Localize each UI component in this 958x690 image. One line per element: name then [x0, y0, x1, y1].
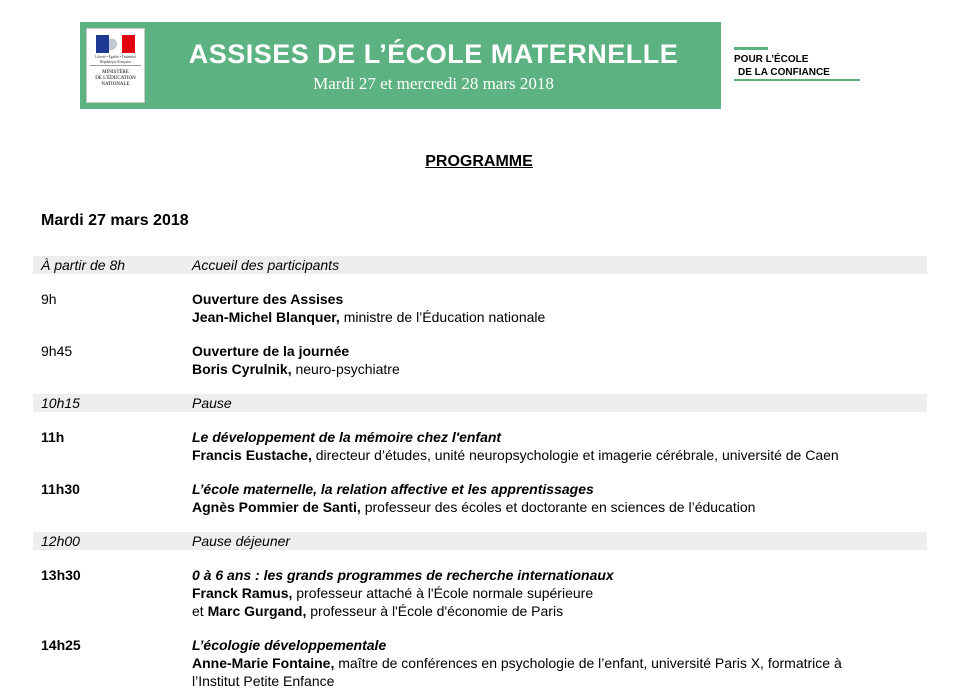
row-description — [192, 342, 927, 378]
marianne-flag-icon — [96, 35, 135, 53]
speaker-line — [192, 602, 927, 620]
ministry-logo — [86, 28, 145, 103]
slogan-top-bar — [734, 47, 768, 50]
row-time: 11h — [41, 429, 65, 445]
row-time: À partir de 8h — [41, 257, 126, 273]
schedule-row — [33, 290, 927, 326]
row-description — [192, 428, 927, 464]
row-description — [192, 532, 927, 550]
speaker-name: Anne-Marie Fontaine, — [192, 655, 335, 671]
schedule-row — [33, 428, 927, 464]
speaker-role: ministre de l’Éducation nationale — [339, 309, 546, 325]
speaker-line — [192, 584, 927, 602]
ministry-name: MINISTÈRE DE L'ÉDUCATION NATIONALE — [95, 70, 136, 87]
speaker-role: professeur attaché à l'École normale supérieure — [292, 585, 594, 601]
speaker-role: directeur d’études, unité neuropsychologie et imagerie cérébrale, université de Caen — [311, 447, 839, 463]
day-title: Mardi 27 mars 2018 — [41, 212, 189, 229]
programme-title: PROGRAMME — [425, 153, 533, 170]
row-description — [192, 256, 927, 274]
row-description — [192, 636, 927, 690]
row-time: 14h25 — [41, 637, 81, 653]
session-title: Le développement de la mémoire chez l'enfant — [192, 429, 502, 445]
session-title: Ouverture de la journée — [192, 343, 350, 359]
event-title: ASSISES DE L’ÉCOLE MATERNELLE — [188, 39, 679, 69]
event-dates: Mardi 27 et mercredi 28 mars 2018 — [313, 74, 554, 93]
logo-divider — [90, 65, 141, 66]
schedule-row — [33, 394, 927, 412]
row-time: 10h15 — [41, 395, 80, 411]
speaker-prefix: et — [192, 603, 208, 619]
session-title: Ouverture des Assises — [192, 291, 344, 307]
row-description — [192, 290, 927, 326]
speaker-name: Franck Ramus, — [192, 585, 293, 601]
row-description — [192, 394, 927, 412]
header-banner — [80, 22, 721, 109]
slogan-bottom-bar — [734, 79, 860, 81]
speaker-role: professeur des écoles et doctorante en sciences de l’éducation — [360, 499, 756, 515]
row-time: 11h30 — [41, 481, 80, 497]
row-time: 9h — [41, 291, 57, 307]
schedule-row — [33, 480, 927, 516]
row-time: 13h30 — [41, 567, 81, 583]
slogan-block — [734, 47, 864, 83]
speaker-role: neuro-psychiatre — [291, 361, 400, 377]
speaker-role-continued: l’Institut Petite Enfance — [192, 673, 335, 689]
speaker-line — [192, 498, 927, 516]
schedule-row — [33, 566, 927, 620]
speaker-name: Francis Eustache, — [192, 447, 312, 463]
schedule-row — [33, 636, 927, 690]
logo-motto: Liberté • Égalité • Fraternité République Française — [95, 55, 136, 64]
schedule-row — [33, 342, 927, 378]
slogan-line-2: DE LA CONFIANCE — [738, 67, 830, 78]
speaker-line — [192, 446, 927, 464]
session-title: Accueil des participants — [192, 257, 340, 273]
row-description — [192, 566, 927, 620]
row-time: 12h00 — [41, 533, 80, 549]
speaker-line — [192, 654, 927, 672]
speaker-role: maître de conférences en psychologie de l’enfant, université Paris X, formatrice à — [334, 655, 842, 671]
row-description — [192, 480, 927, 516]
speaker-name: Agnès Pommier de Santi, — [192, 499, 361, 515]
speaker-name: Marc Gurgand, — [207, 603, 307, 619]
speaker-name: Jean-Michel Blanquer, — [192, 309, 340, 325]
session-title: Pause — [192, 395, 232, 411]
session-title: 0 à 6 ans : les grands programmes de recherche internationaux — [192, 567, 614, 583]
session-title: Pause déjeuner — [192, 533, 291, 549]
session-title: L’écologie développementale — [192, 637, 387, 653]
slogan-line-1: POUR L’ÉCOLE — [734, 54, 809, 65]
speaker-name: Boris Cyrulnik, — [192, 361, 292, 377]
speaker-line — [192, 360, 927, 378]
speaker-line — [192, 308, 927, 326]
speaker-role: professeur à l'École d'économie de Paris — [306, 603, 564, 619]
schedule-row — [33, 532, 927, 550]
session-title: L’école maternelle, la relation affective et les apprentissages — [192, 481, 594, 497]
schedule-row — [33, 256, 927, 274]
row-time: 9h45 — [41, 343, 73, 359]
